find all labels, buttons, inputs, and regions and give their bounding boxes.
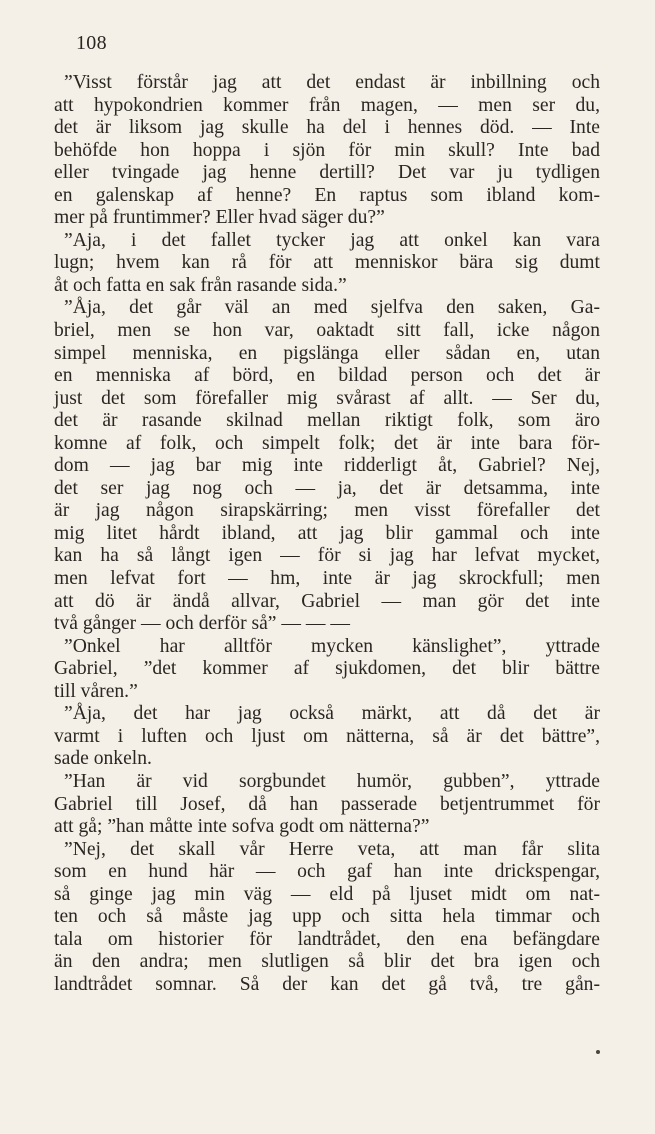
text-line: ”Han är vid sorgbundet humör, gubben”, yttrade <box>64 770 600 792</box>
text-line: Gabriel till Josef, då han passerade betjentrummet för <box>54 793 600 815</box>
text-line: till våren.” <box>54 680 138 702</box>
text-line: briel, men se hon var, oaktadt sitt fall, icke någon <box>54 320 600 342</box>
text-line: ”Visst förstår jag att det endast är inbillning och <box>64 72 600 93</box>
text-line: tala om historier för landtrådet, den ena befängdare <box>54 928 600 950</box>
text-line: eller tvingade jag henne dertill? Det var ju tydligen <box>54 162 600 184</box>
text-line: så ginge jag min väg — eld på ljuset midt om nat- <box>54 883 600 905</box>
text-line: komne af folk, och simpelt folk; det är inte bara för- <box>54 432 600 454</box>
text-line: sade onkeln. <box>54 748 152 770</box>
text-line: ”Aja, i det fallet tycker jag att onkel kan vara <box>64 229 600 251</box>
text-line: är jag någon sirapskärring; men visst förefaller det <box>54 500 600 522</box>
text-line: just det som förefaller mig svårast af allt. — Ser du, <box>54 387 600 409</box>
text-line: ”Åja, det går väl an med sjelfva den saken, Ga- <box>64 297 600 319</box>
page-number: 108 <box>76 32 107 54</box>
text-line: det är rasande skilnad mellan riktigt folk, som äro <box>54 410 600 432</box>
text-line: ”Åja, det har jag också märkt, att då det är <box>64 703 600 725</box>
text-line: behöfde hon hoppa i sjön för min skull? Inte bad <box>54 139 600 161</box>
text-line: men lefvat fort — hm, inte är jag skrockfull; men <box>54 568 600 590</box>
body-text <box>54 72 600 996</box>
text-line: det ser jag nog och — ja, det är detsamma, inte <box>54 477 600 499</box>
text-line: än den andra; men slutligen så blir det bra igen och <box>54 951 600 973</box>
text-line: simpel menniska, en pigslänga eller sådan en, utan <box>54 342 600 364</box>
text-line: mig litet hårdt ibland, att jag blir gammal och inte <box>54 522 600 544</box>
text-line: ten och så måste jag upp och sitta hela timmar och <box>54 906 600 928</box>
text-line: kan ha så långt igen — för si jag har lefvat mycket, <box>54 545 600 567</box>
text-line: landtrådet somnar. Så der kan det gå två, tre gån- <box>54 973 600 995</box>
text-line: ”Nej, det skall vår Herre veta, att man får slita <box>64 838 600 860</box>
text-line: Gabriel, ”det kommer af sjukdomen, det blir bättre <box>54 658 600 680</box>
text-line: lugn; hvem kan rå för att menniskor bära sig dumt <box>54 252 600 274</box>
text-line: mer på fruntimmer? Eller hvad säger du?” <box>54 207 385 229</box>
text-line: det är liksom jag skulle ha del i hennes död. — Inte <box>54 117 600 139</box>
text-line: en galenskap af henne? En raptus som ibland kom- <box>54 184 600 206</box>
text-line: att dö är ändå allvar, Gabriel — man gör det inte <box>54 590 600 612</box>
text-line: dom — jag bar mig inte ridderligt åt, Gabriel? Nej, <box>54 455 600 477</box>
text-line: två gånger — och derför så” — — — <box>54 613 350 635</box>
paper-speck <box>596 1050 600 1054</box>
text-line: som en hund här — och gaf han inte drickspengar, <box>54 861 600 883</box>
text-line: en menniska af börd, en bildad person och det är <box>54 365 600 387</box>
text-line: att gå; ”han måtte inte sofva godt om nätterna?” <box>54 816 430 838</box>
text-line: att hypokondrien kommer från magen, — men ser du, <box>54 94 600 116</box>
text-line: varmt i luften och ljust om nätterna, så är det bättre”, <box>54 725 600 747</box>
text-line: ”Onkel har alltför mycken känslighet”, yttrade <box>64 635 600 657</box>
text-line: åt och fatta en sak från rasande sida.” <box>54 274 347 296</box>
